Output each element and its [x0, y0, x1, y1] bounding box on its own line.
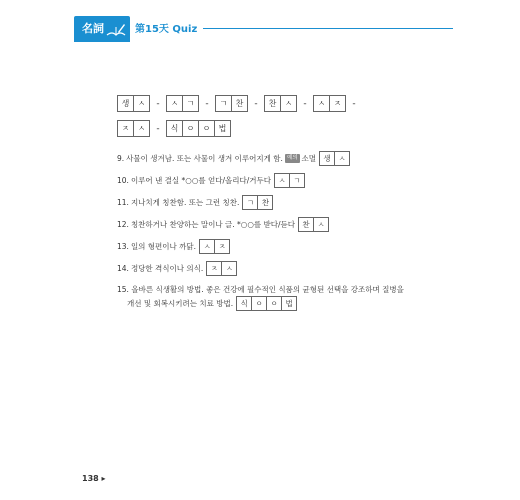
clue-item: [117, 195, 447, 210]
answer-cell: ㅈ: [117, 120, 134, 137]
answer-word: [117, 120, 150, 137]
answer-cell: ㅅ: [313, 95, 330, 112]
clue-item: [117, 261, 447, 276]
answer-cell: 식: [166, 120, 183, 137]
clue-text: 사물이 생겨남. 또는 사물이 생겨 이루어지게 함.: [126, 153, 283, 163]
answer-cell: 찬: [257, 195, 273, 210]
answer-cell: 생: [117, 95, 134, 112]
chain-dash: -: [352, 98, 356, 109]
answer-cell: ㅅ: [280, 95, 297, 112]
answer-cell: ㅈ: [206, 261, 222, 276]
clue-text: 개선 및 회복시키려는 치료 방법.: [127, 299, 234, 308]
answer-cell: 법: [281, 296, 297, 311]
chain-dash: -: [205, 98, 209, 109]
clue-text: 올바른 식생활의 방법. 좋은 건강에 필수적인 식품의 균형된 선택을 강조하며 질병을: [131, 285, 404, 294]
clue-number: 10.: [117, 175, 129, 185]
section-badge: [74, 16, 130, 42]
clue-item: [117, 217, 447, 232]
answer-word: [117, 95, 150, 112]
answer-cell: ㅈ: [214, 239, 230, 254]
answer-cell: ㅅ: [199, 239, 215, 254]
chain-dash: -: [156, 123, 160, 134]
chevron-right-icon: ▸: [98, 474, 106, 483]
clue-number: 13.: [117, 241, 129, 251]
answer-cell: ㅇ: [198, 120, 215, 137]
clue-answer-box: [199, 239, 230, 254]
answer-cell: ㅇ: [266, 296, 282, 311]
answer-cell: 법: [214, 120, 231, 137]
answer-word: [264, 95, 297, 112]
answer-word: [166, 95, 199, 112]
page-number-text: 138: [82, 474, 99, 483]
answer-word: [215, 95, 248, 112]
answer-cell: ㅇ: [182, 120, 199, 137]
answer-word: [313, 95, 346, 112]
answer-cell: ㅈ: [329, 95, 346, 112]
answer-cell: ㅅ: [221, 261, 237, 276]
example-badge: 예의: [286, 155, 298, 161]
clue-answer-box: [319, 151, 350, 166]
clue-answer-box: [206, 261, 237, 276]
example-text: 소멸: [301, 153, 317, 163]
clue-answer-box: [242, 195, 273, 210]
answer-cell: 찬: [264, 95, 281, 112]
clue-text: 지나치게 칭찬함. 또는 그런 칭찬.: [130, 197, 240, 207]
clue-answer-box: [298, 217, 329, 232]
clue-item: [117, 173, 447, 188]
answer-cell: 찬: [231, 95, 248, 112]
page-title: 第15天 Quiz: [135, 24, 198, 35]
clue-number: 12.: [117, 219, 129, 229]
answer-cell: 찬: [298, 217, 314, 232]
clue-item: [117, 239, 447, 254]
chain-dash: -: [156, 98, 160, 109]
quiz-content: [117, 95, 447, 318]
section-badge-label: 名詞: [82, 22, 104, 35]
answer-cell: 식: [236, 296, 252, 311]
answer-cell: ㅅ: [133, 120, 150, 137]
clue-text: 칭찬하거나 찬양하는 말이나 글. *○○를 받다/듣다: [130, 219, 296, 229]
clue-text: 이루어 낸 결실 *○○를 얻다/올리다/거두다: [130, 175, 272, 185]
clue-number: 15.: [117, 285, 129, 294]
page-number: [82, 474, 106, 483]
clue-text: 일의 형편이나 까닭.: [130, 241, 197, 251]
clue-number: 11.: [117, 197, 129, 207]
chain-dash: -: [303, 98, 307, 109]
clue-text: 정당한 격식이나 의식.: [130, 263, 204, 273]
header-rule: [203, 28, 453, 29]
answer-cell: ㄱ: [182, 95, 199, 112]
clue-line: [117, 296, 447, 311]
clue-answer-box: [236, 296, 297, 311]
answer-chain-row-1: [117, 95, 447, 112]
book-pen-icon: [105, 21, 127, 39]
answer-word: [166, 120, 231, 137]
answer-cell: ㅅ: [274, 173, 290, 188]
clue-item: [117, 151, 447, 166]
answer-cell: ㅅ: [334, 151, 350, 166]
answer-cell: ㄱ: [242, 195, 258, 210]
answer-cell: ㅅ: [166, 95, 183, 112]
clue-line: [117, 283, 447, 296]
clue-item: [117, 283, 447, 311]
answer-chain-row-2: [117, 120, 447, 137]
answer-cell: 생: [319, 151, 335, 166]
clue-number: 14.: [117, 263, 129, 273]
answer-cell: ㄱ: [289, 173, 305, 188]
page-header: [0, 0, 520, 44]
answer-cell: ㅅ: [313, 217, 329, 232]
chain-dash: -: [254, 98, 258, 109]
clue-number: 9.: [117, 153, 125, 163]
answer-cell: ㄱ: [215, 95, 232, 112]
clue-answer-box: [274, 173, 305, 188]
answer-cell: ㅇ: [251, 296, 267, 311]
answer-cell: ㅅ: [133, 95, 150, 112]
